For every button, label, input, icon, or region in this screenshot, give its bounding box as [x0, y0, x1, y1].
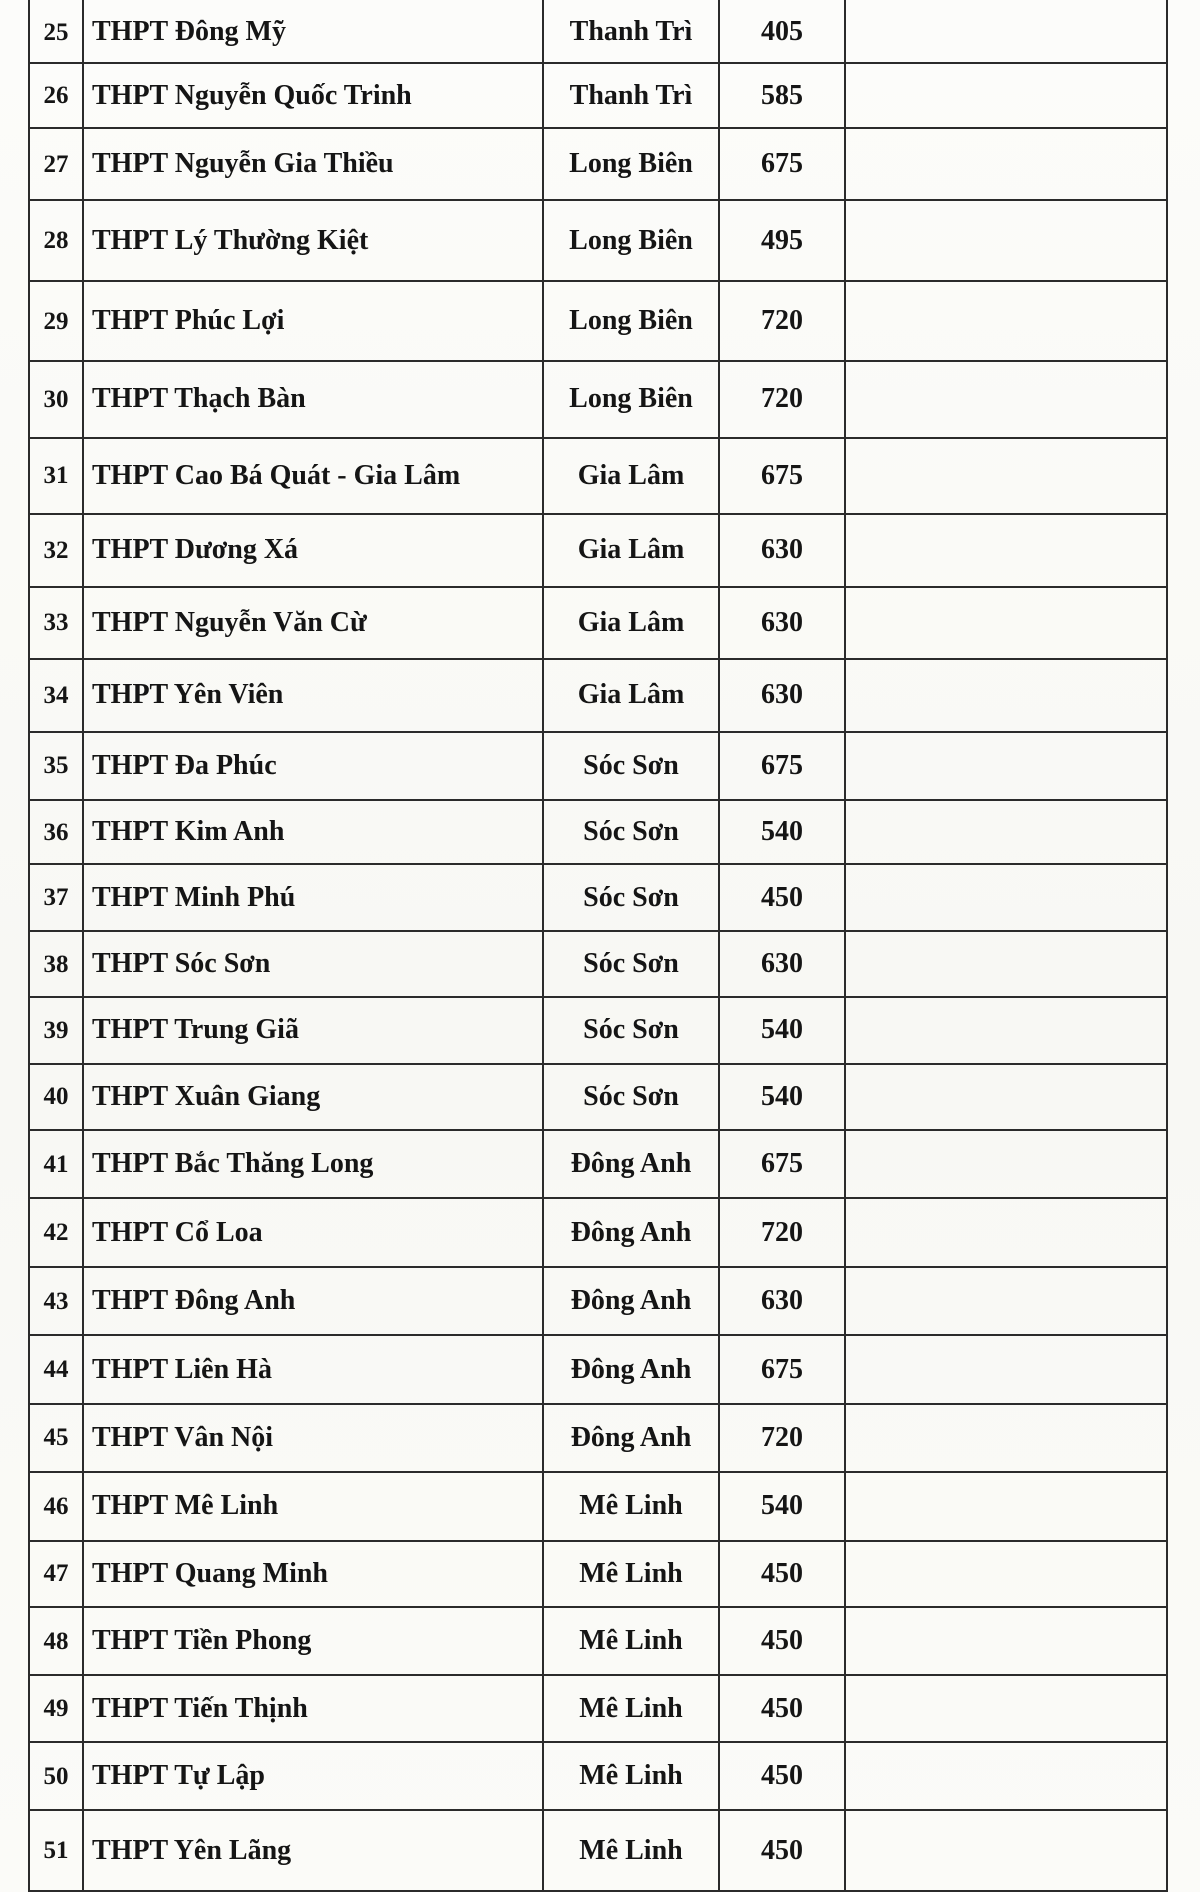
district-name: Đông Anh — [543, 1335, 719, 1403]
district-name: Sóc Sơn — [543, 1064, 719, 1130]
row-number: 46 — [29, 1472, 83, 1540]
row-number: 27 — [29, 128, 83, 200]
district-name: Sóc Sơn — [543, 931, 719, 997]
row-number: 36 — [29, 800, 83, 864]
table-row — [29, 587, 1167, 659]
enrollment-quota: 675 — [719, 732, 845, 800]
district-name: Mê Linh — [543, 1742, 719, 1810]
enrollment-quota: 495 — [719, 200, 845, 281]
row-number: 41 — [29, 1130, 83, 1198]
row-number: 38 — [29, 931, 83, 997]
table-row — [29, 1742, 1167, 1810]
enrollment-quota: 540 — [719, 1064, 845, 1130]
table-row — [29, 514, 1167, 586]
district-name: Mê Linh — [543, 1472, 719, 1540]
table-row — [29, 1404, 1167, 1472]
row-number: 28 — [29, 200, 83, 281]
note-cell — [845, 1472, 1167, 1540]
school-name: THPT Mê Linh — [83, 1472, 543, 1540]
note-cell — [845, 63, 1167, 127]
district-name: Sóc Sơn — [543, 732, 719, 800]
note-cell — [845, 997, 1167, 1063]
row-number: 45 — [29, 1404, 83, 1472]
note-cell — [845, 281, 1167, 362]
school-name: THPT Bắc Thăng Long — [83, 1130, 543, 1198]
school-name: THPT Quang Minh — [83, 1541, 543, 1607]
table-row — [29, 1675, 1167, 1741]
note-cell — [845, 361, 1167, 437]
school-name: THPT Đông Mỹ — [83, 1, 543, 63]
enrollment-quota: 630 — [719, 587, 845, 659]
table-row — [29, 1810, 1167, 1891]
enrollment-quota: 450 — [719, 1607, 845, 1675]
enrollment-quota: 540 — [719, 1472, 845, 1540]
note-cell — [845, 128, 1167, 200]
row-number: 44 — [29, 1335, 83, 1403]
row-number: 50 — [29, 1742, 83, 1810]
district-name: Mê Linh — [543, 1541, 719, 1607]
district-name: Sóc Sơn — [543, 864, 719, 930]
district-name: Long Biên — [543, 128, 719, 200]
row-number: 39 — [29, 997, 83, 1063]
note-cell — [845, 1064, 1167, 1130]
school-name: THPT Nguyễn Quốc Trinh — [83, 63, 543, 127]
enrollment-quota: 630 — [719, 1267, 845, 1335]
enrollment-quota: 540 — [719, 997, 845, 1063]
school-name: THPT Yên Lãng — [83, 1810, 543, 1891]
note-cell — [845, 1607, 1167, 1675]
enrollment-quota: 450 — [719, 1742, 845, 1810]
note-cell — [845, 438, 1167, 514]
table-row — [29, 800, 1167, 864]
table-row — [29, 659, 1167, 731]
note-cell — [845, 1335, 1167, 1403]
school-name: THPT Liên Hà — [83, 1335, 543, 1403]
district-name: Đông Anh — [543, 1130, 719, 1198]
table-row — [29, 1607, 1167, 1675]
district-name: Đông Anh — [543, 1198, 719, 1266]
district-name: Gia Lâm — [543, 438, 719, 514]
note-cell — [845, 1130, 1167, 1198]
district-name: Mê Linh — [543, 1675, 719, 1741]
table-row — [29, 281, 1167, 362]
school-quota-table — [28, 0, 1168, 1892]
table-row — [29, 1, 1167, 63]
school-name: THPT Minh Phú — [83, 864, 543, 930]
row-number: 48 — [29, 1607, 83, 1675]
enrollment-quota: 720 — [719, 1198, 845, 1266]
enrollment-quota: 720 — [719, 281, 845, 362]
row-number: 32 — [29, 514, 83, 586]
table-row — [29, 200, 1167, 281]
table-row — [29, 1064, 1167, 1130]
school-name: THPT Lý Thường Kiệt — [83, 200, 543, 281]
note-cell — [845, 1267, 1167, 1335]
table-body — [29, 1, 1167, 1891]
district-name: Long Biên — [543, 361, 719, 437]
district-name: Gia Lâm — [543, 587, 719, 659]
school-name: THPT Nguyễn Gia Thiều — [83, 128, 543, 200]
enrollment-quota: 450 — [719, 864, 845, 930]
school-name: THPT Tự Lập — [83, 1742, 543, 1810]
note-cell — [845, 864, 1167, 930]
enrollment-quota: 630 — [719, 514, 845, 586]
district-name: Thanh Trì — [543, 63, 719, 127]
note-cell — [845, 1404, 1167, 1472]
enrollment-quota: 675 — [719, 438, 845, 514]
district-name: Đông Anh — [543, 1404, 719, 1472]
table-row — [29, 63, 1167, 127]
row-number: 30 — [29, 361, 83, 437]
table-row — [29, 732, 1167, 800]
enrollment-quota: 450 — [719, 1541, 845, 1607]
enrollment-quota: 405 — [719, 1, 845, 63]
school-name: THPT Tiền Phong — [83, 1607, 543, 1675]
row-number: 29 — [29, 281, 83, 362]
district-name: Đông Anh — [543, 1267, 719, 1335]
district-name: Mê Linh — [543, 1810, 719, 1891]
row-number: 37 — [29, 864, 83, 930]
enrollment-quota: 675 — [719, 128, 845, 200]
row-number: 49 — [29, 1675, 83, 1741]
school-name: THPT Cao Bá Quát - Gia Lâm — [83, 438, 543, 514]
enrollment-quota: 630 — [719, 659, 845, 731]
school-name: THPT Tiến Thịnh — [83, 1675, 543, 1741]
enrollment-quota: 720 — [719, 1404, 845, 1472]
table-row — [29, 1130, 1167, 1198]
row-number: 47 — [29, 1541, 83, 1607]
note-cell — [845, 800, 1167, 864]
row-number: 34 — [29, 659, 83, 731]
table-row — [29, 864, 1167, 930]
school-name: THPT Dương Xá — [83, 514, 543, 586]
district-name: Sóc Sơn — [543, 997, 719, 1063]
school-name: THPT Phúc Lợi — [83, 281, 543, 362]
table-row — [29, 1198, 1167, 1266]
school-name: THPT Thạch Bàn — [83, 361, 543, 437]
note-cell — [845, 587, 1167, 659]
row-number: 43 — [29, 1267, 83, 1335]
note-cell — [845, 514, 1167, 586]
enrollment-quota: 585 — [719, 63, 845, 127]
table-row — [29, 997, 1167, 1063]
district-name: Gia Lâm — [543, 659, 719, 731]
school-name: THPT Đa Phúc — [83, 732, 543, 800]
school-name: THPT Xuân Giang — [83, 1064, 543, 1130]
note-cell — [845, 1742, 1167, 1810]
row-number: 51 — [29, 1810, 83, 1891]
note-cell — [845, 931, 1167, 997]
row-number: 25 — [29, 1, 83, 63]
enrollment-quota: 630 — [719, 931, 845, 997]
district-name: Thanh Trì — [543, 1, 719, 63]
school-name: THPT Sóc Sơn — [83, 931, 543, 997]
enrollment-quota: 540 — [719, 800, 845, 864]
school-name: THPT Yên Viên — [83, 659, 543, 731]
note-cell — [845, 1541, 1167, 1607]
row-number: 31 — [29, 438, 83, 514]
district-name: Long Biên — [543, 200, 719, 281]
note-cell — [845, 1, 1167, 63]
note-cell — [845, 200, 1167, 281]
district-name: Sóc Sơn — [543, 800, 719, 864]
school-name: THPT Cổ Loa — [83, 1198, 543, 1266]
note-cell — [845, 1198, 1167, 1266]
note-cell — [845, 1675, 1167, 1741]
table-row — [29, 128, 1167, 200]
table-row — [29, 1472, 1167, 1540]
school-name: THPT Vân Nội — [83, 1404, 543, 1472]
table-row — [29, 1541, 1167, 1607]
table-row — [29, 361, 1167, 437]
row-number: 26 — [29, 63, 83, 127]
enrollment-quota: 675 — [719, 1335, 845, 1403]
district-name: Mê Linh — [543, 1607, 719, 1675]
enrollment-quota: 450 — [719, 1675, 845, 1741]
table-row — [29, 931, 1167, 997]
enrollment-quota: 720 — [719, 361, 845, 437]
row-number: 35 — [29, 732, 83, 800]
note-cell — [845, 732, 1167, 800]
table-row — [29, 1267, 1167, 1335]
school-name: THPT Nguyễn Văn Cừ — [83, 587, 543, 659]
table-row — [29, 438, 1167, 514]
school-name: THPT Đông Anh — [83, 1267, 543, 1335]
row-number: 42 — [29, 1198, 83, 1266]
enrollment-quota: 675 — [719, 1130, 845, 1198]
note-cell — [845, 659, 1167, 731]
row-number: 40 — [29, 1064, 83, 1130]
row-number: 33 — [29, 587, 83, 659]
table-row — [29, 1335, 1167, 1403]
note-cell — [845, 1810, 1167, 1891]
school-name: THPT Kim Anh — [83, 800, 543, 864]
enrollment-quota: 450 — [719, 1810, 845, 1891]
school-name: THPT Trung Giã — [83, 997, 543, 1063]
district-name: Gia Lâm — [543, 514, 719, 586]
district-name: Long Biên — [543, 281, 719, 362]
